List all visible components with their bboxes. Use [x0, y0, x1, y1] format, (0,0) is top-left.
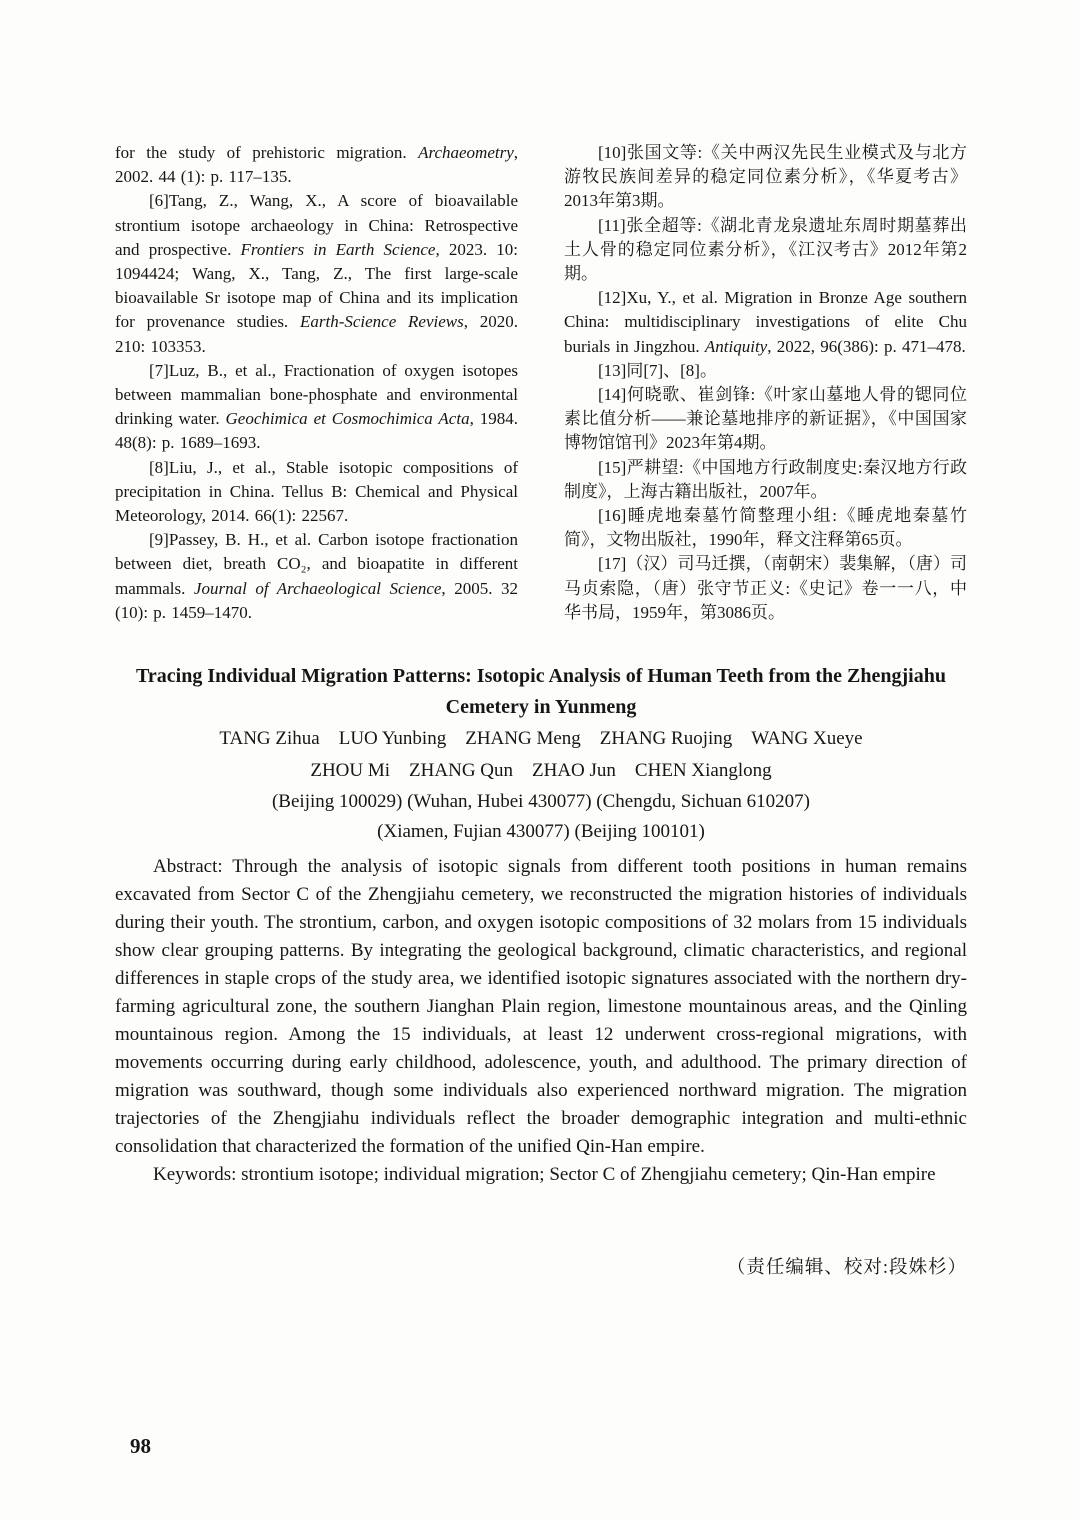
- reference-item: [12]Xu, Y., et al. Migration in Bronze Age southern China: multidisciplinary investigations of elite Chu burials in Jingzhou. Antiquity, 2022, 96(386): p. 471–478.: [564, 288, 967, 356]
- reference-item: for the study of prehistoric migration. Archaeometry, 2002. 44 (1): p. 117–135.: [115, 143, 518, 187]
- article-header: [115, 661, 967, 847]
- reference-item: [17]（汉）司马迁撰，（南朝宋）裴集解，（唐）司马贞索隐，（唐）张守节正义:《史记》卷一一八，中华书局，1959年，第3086页。: [564, 554, 967, 622]
- reference-item: [11]张全超等:《湖北青龙泉遗址东周时期墓葬出土人骨的稳定同位素分析》，《江汉考古》2012年第2期。: [564, 215, 967, 284]
- article-title: [115, 661, 967, 723]
- references-section: [115, 141, 967, 625]
- author-list: [115, 723, 967, 787]
- article-title-line1: Tracing Individual Migration Patterns: Isotopic Analysis of Human Teeth from the Zhengjiahu: [136, 665, 946, 688]
- reference-item: [13]同[7]、[8]。: [598, 360, 717, 380]
- reference-item: [6]Tang, Z., Wang, X., A score of bioavailable strontium isotope archaeology in China: Retrospective and prospective. Frontiers in Earth Science, 2023. 10: 1094424; Wang, X., Tang, Z., The first large-scale bioavailable Sr isotope map of China and its implication for provenance studies. Earth-Science Reviews, 2020. 210: 103353.: [115, 191, 519, 356]
- reference-item: [10]张国文等:《关中两汉先民生业模式及与北方游牧民族间差异的稳定同位素分析》，《华夏考古》2013年第3期。: [564, 143, 967, 211]
- article-title-line2: Cemetery in Yunmeng: [445, 696, 637, 719]
- reference-item: [9]Passey, B. H., et al. Carbon isotope fractionation between diet, breath CO₂, and bioapatite in different mammals. Journal of Archaeological Science, 2005. 32 (10): p. 1459–1470.: [115, 530, 519, 622]
- page-content: [115, 141, 967, 1279]
- reference-item: [7]Luz, B., et al., Fractionation of oxygen isotopes between mammalian bone-phosphate and environmental drinking water. Geochimica et Cosmochimica Acta, 1984. 48(8): p. 1689–1693.: [115, 360, 518, 453]
- page-number: 98: [130, 1434, 151, 1458]
- affiliation-list: [115, 787, 967, 847]
- editor-note: （责任编辑、校对:段姝杉）: [726, 1258, 967, 1279]
- affiliation-row-2: (Xiamen, Fujian 430077) (Beijing 100101): [377, 821, 705, 843]
- references-left-column: [115, 141, 518, 625]
- keywords-paragraph: Keywords: strontium isotope; individual migration; Sector C of Zhengjiahu cemetery; Qin-Han empire: [153, 1164, 936, 1186]
- reference-item: [8]Liu, J., et al., Stable isotopic compositions of precipitation in China. Tellus B: Chemical and Physical Meteorology, 2014. 66(1): 22567.: [115, 457, 518, 526]
- abstract-paragraph: Abstract: Through the analysis of isotopic signals from different tooth positions in human remains excavated from Sector C of the Zhengjiahu cemetery, we reconstructed the migration histories of individuals during their youth. The strontium, carbon, and oxygen isotopic compositions of 32 molars from 15 individuals show clear grouping patterns. By integrating the geological background, climatic characteristics, and regional differences in staple crops of the study area, we identified isotopic signatures associated with the northern dry-farming agricultural zone, the southern Jianghan Plain region, limestone mountainous areas, and the Qinling mountainous region. Among the 15 individuals, at least 12 underwent cross-regional migrations, with movements occurring during early childhood, adolescence, youth, and adulthood. The primary direction of migration was southward, though some individuals also experienced northward migration. The migration trajectories of the Zhengjiahu individuals reflect the broader demographic integration and multi-ethnic consolidation that characterized the formation of the unified Qin-Han empire.: [115, 856, 967, 1158]
- reference-item: [14]何晓歌、崔剑锋:《叶家山墓地人骨的锶同位素比值分析——兼论墓地排序的新证据》，《中国国家博物馆馆刊》2023年第4期。: [564, 385, 967, 453]
- reference-item: [16]睡虎地秦墓竹简整理小组:《睡虎地秦墓竹简》，文物出版社，1990年，释文注释第65页。: [564, 506, 967, 550]
- references-right-column: [564, 141, 967, 625]
- author-row-2: ZHOU Mi ZHANG Qun ZHAO Jun CHEN Xianglong: [310, 760, 772, 782]
- affiliation-row-1: (Beijing 100029) (Wuhan, Hubei 430077) (Chengdu, Sichuan 610207): [271, 791, 810, 813]
- author-row-1: TANG Zihua LUO Yunbing ZHANG Meng ZHANG Ruojing WANG Xueye: [219, 728, 863, 750]
- reference-item: [15]严耕望:《中国地方行政制度史:秦汉地方行政制度》，上海古籍出版社，2007年。: [564, 457, 967, 501]
